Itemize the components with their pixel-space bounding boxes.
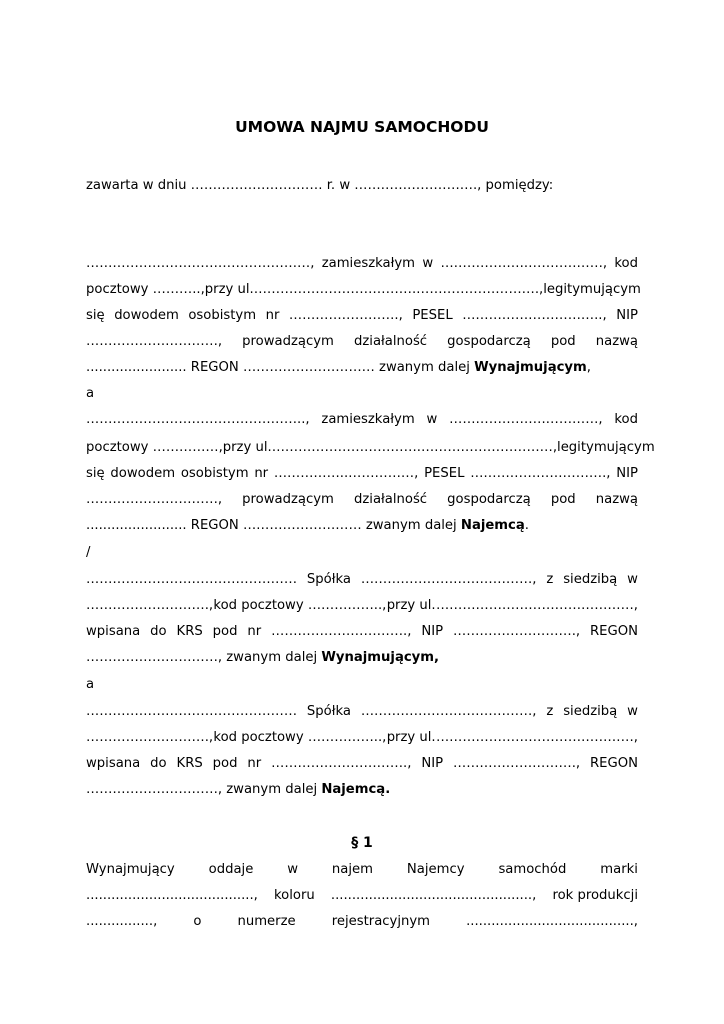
party-b-role: Najemcą <box>460 518 525 533</box>
word: działalność <box>353 334 428 349</box>
word: …………………………., <box>271 756 412 771</box>
word: ……………………., <box>288 308 403 323</box>
word: o <box>193 914 202 929</box>
party-b-person-line-4 <box>86 490 638 510</box>
party-a-company-role: Wynajmującym, <box>321 650 440 665</box>
intro-line: zawarta w dniu ………………………… r. w ………………………., pomiędzy: <box>86 178 554 193</box>
word: Wynajmujący <box>86 862 175 877</box>
conjunction-a-2: a <box>86 677 95 692</box>
party-a-company-line-2 <box>86 596 638 616</box>
word: pod <box>550 334 576 349</box>
word: ……………………………………………, <box>86 256 315 271</box>
word: zamieszkałym <box>321 256 416 271</box>
word: osobistym <box>188 308 257 323</box>
section-1-line-1 <box>86 860 638 880</box>
word: Najemcy <box>406 862 465 877</box>
word: w <box>627 572 638 587</box>
word: w <box>426 412 438 427</box>
word: …………………………………, <box>360 572 537 587</box>
party-a-person-line-1 <box>86 254 638 274</box>
party-a-person-line-5 <box>86 358 638 378</box>
party-b-person-line-2 <box>86 438 655 458</box>
party-a-company-details: …………………………, zwanym dalej <box>86 650 322 665</box>
word: …………………………., <box>470 466 611 481</box>
word: prowadzącym <box>242 492 334 507</box>
party-b-company-line-2 <box>86 728 638 748</box>
word: oddaje <box>208 862 254 877</box>
word: przy ul. <box>204 282 254 297</box>
party-a-company-line-4 <box>86 648 638 668</box>
word: …………………………….…………………………, <box>271 440 558 455</box>
word: nazwą <box>595 492 638 507</box>
word: nazwą <box>595 334 638 349</box>
word: wpisana <box>86 756 141 771</box>
word: dowodem <box>114 308 179 323</box>
party-a-role: Wynajmującym <box>474 360 587 375</box>
party-a-person-tail: , <box>586 360 591 375</box>
word: ……………..……………, <box>273 466 419 481</box>
word: ……………………………….………………………., <box>253 282 544 297</box>
party-b-company-line-4 <box>86 780 638 800</box>
word: ……………….………………, <box>440 256 608 271</box>
party-b-person-line-3 <box>86 464 638 484</box>
conjunction-a-1: a <box>86 386 95 401</box>
party-a-company-line-1 <box>86 570 638 590</box>
party-a-company-line-3 <box>86 622 638 642</box>
word: legitymującym <box>557 440 655 455</box>
word: KRS <box>176 624 203 639</box>
word: rok produkcji <box>552 888 638 903</box>
word: ………………………., <box>453 756 581 771</box>
word: gospodarczą <box>447 334 531 349</box>
word: …………………………………, <box>360 704 537 719</box>
word: najem <box>331 862 373 877</box>
word: numerze <box>237 914 296 929</box>
word: ………………………………………… <box>86 572 297 587</box>
word: ………………….…………, <box>449 412 603 427</box>
word: siedzibą <box>563 704 618 719</box>
word: nr <box>254 466 269 481</box>
word: NIP <box>616 466 638 481</box>
word: pod <box>212 624 238 639</box>
word: NIP <box>421 756 444 771</box>
word: PESEL <box>424 466 465 481</box>
party-a-person-line-4 <box>86 332 638 352</box>
word: zamieszkałym <box>321 412 415 427</box>
word: ………………………………………….., <box>86 412 310 427</box>
party-b-person-line-5 <box>86 516 638 536</box>
section-1-heading: § 1 <box>351 835 373 851</box>
word: ………………………., <box>86 598 214 613</box>
word: samochód <box>498 862 567 877</box>
word: ................, <box>86 914 158 929</box>
party-a-person-details: ........................ REGON ………………………… zwanym dalej <box>86 360 475 375</box>
party-b-person-details: ........................ REGON ……………………… zwanym dalej <box>86 518 461 533</box>
party-b-person-tail: . <box>524 518 529 533</box>
word: NIP <box>616 308 638 323</box>
word: ........................................, <box>86 888 258 903</box>
party-b-company-line-3 <box>86 754 638 774</box>
word: …………………………, <box>86 334 223 349</box>
word: pocztowy ……….., <box>86 282 205 297</box>
word: ………………………………………, <box>435 598 638 613</box>
word: pod <box>550 492 576 507</box>
word: w <box>287 862 299 877</box>
word: kod pocztowy …………….., <box>213 730 387 745</box>
word: NIP <box>421 624 444 639</box>
party-b-company-line-1 <box>86 702 638 722</box>
word: ………………………………………… <box>86 704 297 719</box>
word: się <box>86 308 105 323</box>
party-a-person-line-2 <box>86 280 641 300</box>
word: kod <box>614 412 638 427</box>
party-a-person-line-3 <box>86 306 638 326</box>
word: PESEL <box>412 308 453 323</box>
word: z <box>546 704 554 719</box>
word: Spółka <box>306 704 351 719</box>
word: osobistym <box>180 466 249 481</box>
word: ........................................, <box>466 914 638 929</box>
word: Spółka <box>306 572 351 587</box>
section-1-line-3 <box>86 912 638 932</box>
word: do <box>150 756 167 771</box>
word: nr <box>247 756 262 771</box>
word: kod pocztowy …………….., <box>213 598 387 613</box>
party-b-person-line-1 <box>86 410 638 430</box>
word: REGON <box>590 624 638 639</box>
word: pocztowy ……………, <box>86 440 223 455</box>
word: w <box>627 704 638 719</box>
word: przy ul. <box>222 440 272 455</box>
word: koloru <box>274 888 315 903</box>
word: rejestracyjnym <box>331 914 431 929</box>
word: dowodem <box>110 466 176 481</box>
party-b-company-details: …………………………, zwanym dalej <box>86 782 322 797</box>
word: działalność <box>353 492 428 507</box>
word: …………………………., <box>271 624 412 639</box>
word: nr <box>247 624 262 639</box>
word: ………………………………………, <box>435 730 638 745</box>
word: kod <box>614 256 638 271</box>
word: się <box>86 466 105 481</box>
party-b-company-role: Najemcą. <box>321 782 391 797</box>
word: marki <box>600 862 638 877</box>
word: wpisana <box>86 624 141 639</box>
word: nr <box>265 308 280 323</box>
word: prowadzącym <box>242 334 334 349</box>
word: …………………………, <box>86 492 223 507</box>
word: przy ul. <box>386 730 436 745</box>
word: przy ul. <box>386 598 436 613</box>
word: ………………………., <box>453 624 581 639</box>
word: legitymującym <box>543 282 641 297</box>
word: ………………………., <box>86 730 214 745</box>
word: ………………………….., <box>462 308 607 323</box>
word: do <box>150 624 167 639</box>
word: ................................................, <box>330 888 537 903</box>
word: w <box>422 256 434 271</box>
word: REGON <box>590 756 638 771</box>
word: z <box>546 572 554 587</box>
word: KRS <box>176 756 203 771</box>
word: pod <box>212 756 238 771</box>
section-1-line-2 <box>86 886 638 906</box>
word: gospodarczą <box>447 492 531 507</box>
separator-slash: / <box>86 545 91 560</box>
word: siedzibą <box>563 572 618 587</box>
document-title: UMOWA NAJMU SAMOCHODU <box>235 118 489 136</box>
